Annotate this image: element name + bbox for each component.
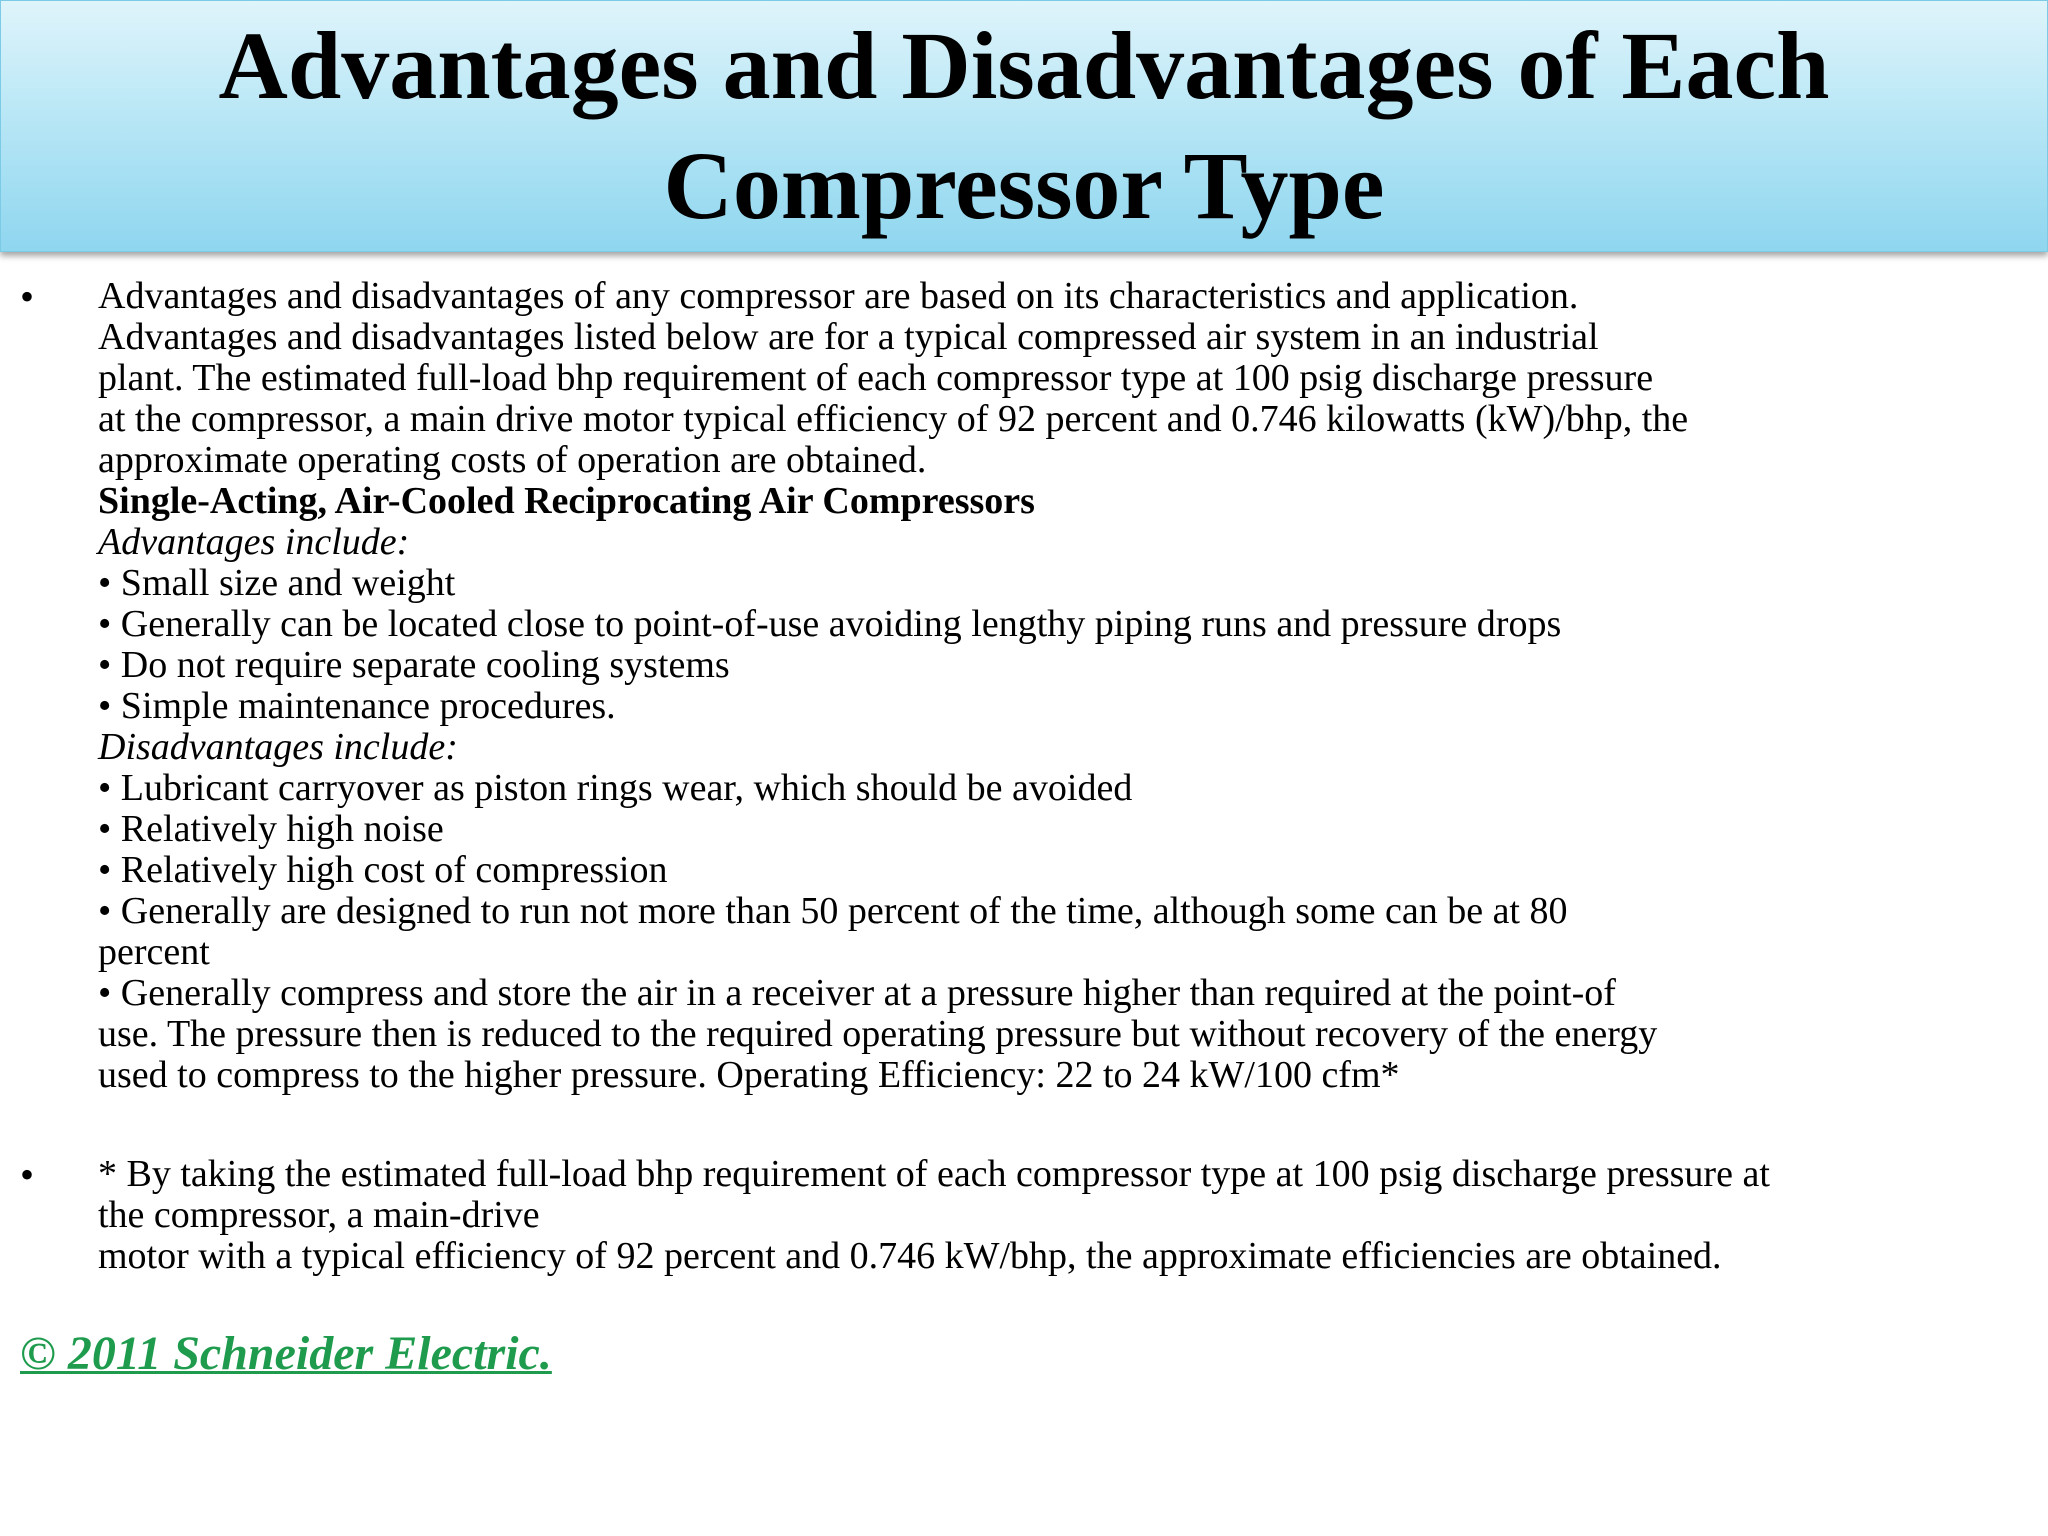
copyright-link[interactable]: © 2011 Schneider Electric. [20,1327,552,1380]
disadvantage-item: used to compress to the higher pressure. Operating Efficiency: 22 to 24 kW/100 cfm* [98,1054,1400,1096]
disadvantage-item: • Generally compress and store the air in a receiver at a pressure higher than required at the point-of [98,972,1616,1014]
advantage-item: • Simple maintenance procedures. [98,685,616,727]
bullet-1-body [98,276,2038,1096]
title-line-2: Compressor Type [663,132,1385,239]
footnote-line: * By taking the estimated full-load bhp requirement of each compressor type at 100 psig discharge pressure at [98,1153,1770,1195]
advantages-label: Advantages include: [98,521,410,563]
intro-line: plant. The estimated full-load bhp requirement of each compressor type at 100 psig discharge pressure [98,357,1654,399]
advantage-item: • Do not require separate cooling systems [98,644,730,686]
disadvantage-item: • Relatively high noise [98,808,444,850]
advantage-item: • Generally can be located close to point-of-use avoiding lengthy piping runs and pressure drops [98,603,1562,645]
bullet-2-body [98,1154,2038,1277]
page-title [219,6,1830,246]
disadvantage-item: • Generally are designed to run not more than 50 percent of the time, although some can be at 80 [98,890,1568,932]
intro-line: at the compressor, a main drive motor typical efficiency of 92 percent and 0.746 kilowatts (kW)/bhp, the [98,398,1689,440]
intro-line: Advantages and disadvantages of any compressor are based on its characteristics and application. [98,275,1579,317]
disadvantage-item: percent [98,931,210,973]
bullet-marker: • [20,274,35,319]
title-banner [0,0,2048,252]
disadvantage-item: use. The pressure then is reduced to the required operating pressure but without recovery of the energy [98,1013,1658,1055]
advantage-item: • Small size and weight [98,562,456,604]
bullet-marker: • [20,1152,35,1197]
intro-line: approximate operating costs of operation are obtained. [98,439,927,481]
footnote-line: motor with a typical efficiency of 92 percent and 0.746 kW/bhp, the approximate efficiencies are obtained. [98,1235,1722,1277]
footnote-line: the compressor, a main-drive [98,1194,540,1236]
title-line-1: Advantages and Disadvantages of Each [218,12,1830,119]
disadvantage-item: • Lubricant carryover as piston rings wear, which should be avoided [98,767,1133,809]
section-heading: Single-Acting, Air-Cooled Reciprocating Air Compressors [98,480,1035,522]
disadvantage-item: • Relatively high cost of compression [98,849,668,891]
disadvantages-label: Disadvantages include: [98,726,458,768]
intro-line: Advantages and disadvantages listed below are for a typical compressed air system in an industrial [98,316,1599,358]
